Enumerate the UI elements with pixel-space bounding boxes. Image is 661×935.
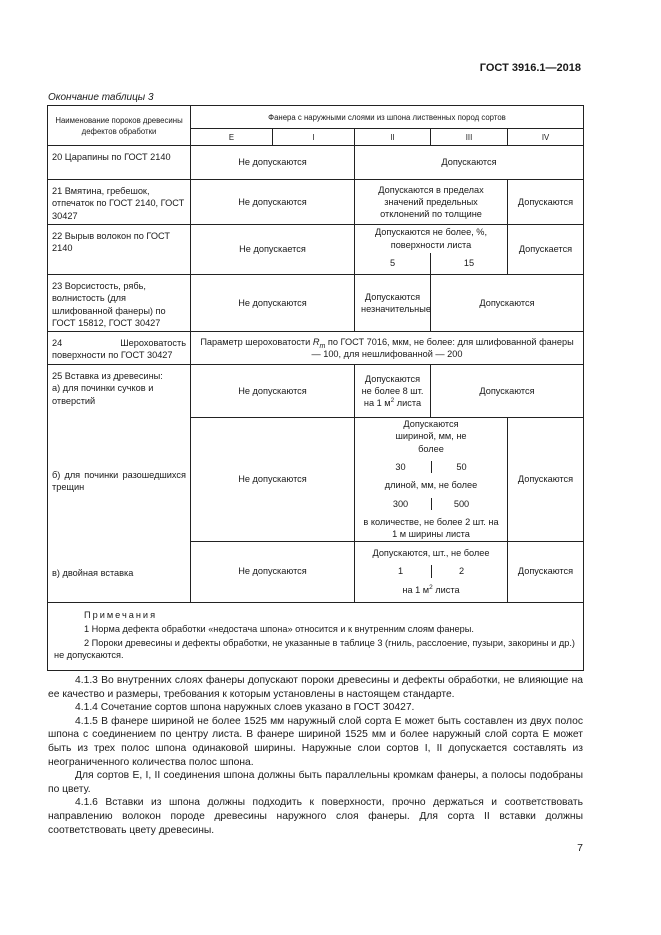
defects-table [47, 105, 584, 671]
defect-20-name: 20 Царапины по ГОСТ 2140 [48, 146, 191, 180]
header-defect-name: Наименование пороков древесины дефектов обработки [48, 106, 191, 146]
body-text [48, 674, 583, 837]
defect-22-head: Допускаются не более, %, поверхности листа [355, 225, 508, 253]
defect-21-mid: Допускаются в пределах значений предельных отклонений по толщине [355, 180, 508, 225]
defect-25a-ii: Допускаются не более 8 шт. на 1 $м^2$ листа [355, 365, 431, 418]
table-row [48, 180, 584, 225]
defect-25a-ei: Не допускаются [191, 365, 355, 418]
defect-24-name: 24 Шероховатость поверхности по ГОСТ 30427 [48, 332, 191, 365]
defect-25b-name: б) для починки разошедшихся трещин [48, 418, 191, 541]
table-row [48, 365, 584, 418]
defect-22-ei: Не допускается [191, 225, 355, 275]
defect-25b-mid: Допускаются шириной, мм, не более 30 50 длиной, мм, не более 300 500 в количестве, не более 2 шт. на 1 м ширины листа [355, 418, 508, 541]
grade-e: E [191, 129, 273, 146]
grade-ii: II [355, 129, 431, 146]
defect-25c-mid: Допускаются, шт., не более 1 2 на 1 $м^2$ листа [355, 541, 508, 602]
defect-25-name: 25 Вставка из древесины: а) для починки сучков и отверстий [48, 365, 191, 418]
defect-23-ei: Не допускаются [191, 275, 355, 332]
table-caption: Окончание таблицы 3 [48, 92, 154, 103]
table-notes [48, 602, 584, 670]
defect-22-iv: Допускается [508, 225, 584, 275]
document-header: ГОСТ 3916.1—2018 [479, 62, 581, 74]
defect-25c-name: в) двойная вставка [48, 541, 191, 602]
paragraph-grades: Для сортов E, I, II соединения шпона должны быть параллельны кромкам фанеры, а полосы подобраны по цвету. [48, 770, 583, 795]
paragraph-4-1-4: 4.1.4 Сочетание сортов шпона наружных слоев указано в ГОСТ 30427. [75, 702, 415, 714]
table-row [48, 332, 584, 365]
defect-22-name: 22 Вырыв волокон по ГОСТ 2140 [48, 225, 191, 275]
defect-20-rest: Допускаются [355, 146, 584, 180]
defect-25a-rest: Допускаются [431, 365, 584, 418]
grade-i: I [273, 129, 355, 146]
table-row [48, 602, 584, 670]
defect-24-spec: Параметр шероховатости $R_m$ по ГОСТ 7016, мкм, не более: для шлифованной фанеры — 100, для нешлифованной — 200 [191, 332, 584, 365]
defect-21-ei: Не допускаются [191, 180, 355, 225]
header-grade-group: Фанера с наружными слоями из шпона лиственных пород сортов [191, 106, 584, 129]
defect-21-iv: Допускаются [508, 180, 584, 225]
defect-23-name: 23 Ворсистость, рябь, волнистость (для шлифованной фанеры) по ГОСТ 15812, ГОСТ 30427 [48, 275, 191, 332]
grade-iii: III [431, 129, 508, 146]
page-number: 7 [577, 842, 583, 854]
note-1: 1 Норма дефекта обработки «недостача шпона» относится и к внутренним слоям фанеры. [84, 623, 474, 634]
defect-25c-ei: Не допускаются [191, 541, 355, 602]
defect-25c-iv: Допускаются [508, 541, 584, 602]
paragraph-4-1-3: 4.1.3 Во внутренних слоях фанеры допускают пороки древесины и дефекты обработки, не влияющие на ее качество и размеры, требования к которым установлены в настоящем стандарте. [48, 675, 583, 700]
defect-25b-iv: Допускаются [508, 418, 584, 541]
notes-title: Примечания [84, 609, 158, 620]
defect-23-ii: Допускаются незначительные [355, 275, 431, 332]
defect-23-rest: Допускаются [431, 275, 584, 332]
defect-25b-ei: Не допускаются [191, 418, 355, 541]
table-row [48, 418, 584, 541]
note-2: 2 Пороки древесины и дефекты обработки, не указанные в таблице 3 (гниль, расслоение, пузыри, закорины и др.) не допускаются. [54, 638, 575, 661]
table-row [48, 225, 584, 253]
defect-20-ei: Не допускаются [191, 146, 355, 180]
table-row [48, 146, 584, 180]
table-row [48, 275, 584, 332]
grade-iv: IV [508, 129, 584, 146]
defect-22-ii: 5 [355, 253, 431, 275]
paragraph-4-1-6: 4.1.6 Вставки из шпона должны подходить к поверхности, прочно держаться и соответствовать направлению волокон породе древесины наружного слоя фанеры. Для сорта II вставки должны соответствовать цвету древесины. [48, 797, 583, 836]
defect-21-name: 21 Вмятина, гребешок, отпечаток по ГОСТ 2140, ГОСТ 30427 [48, 180, 191, 225]
paragraph-4-1-5: 4.1.5 В фанере шириной не более 1525 мм наружный слой сорта E может быть составлен из двух полос шпона с соединением по центру листа. В фанере шириной 1525 мм и более наружный слой сорта E может быть из трех полос шпона одинаковой ширины. Наружные слои сортов I, II допускается составлять из неограниченного количества полос шпона. [48, 715, 583, 768]
defect-22-iii: 15 [431, 253, 508, 275]
table-row [48, 541, 584, 602]
